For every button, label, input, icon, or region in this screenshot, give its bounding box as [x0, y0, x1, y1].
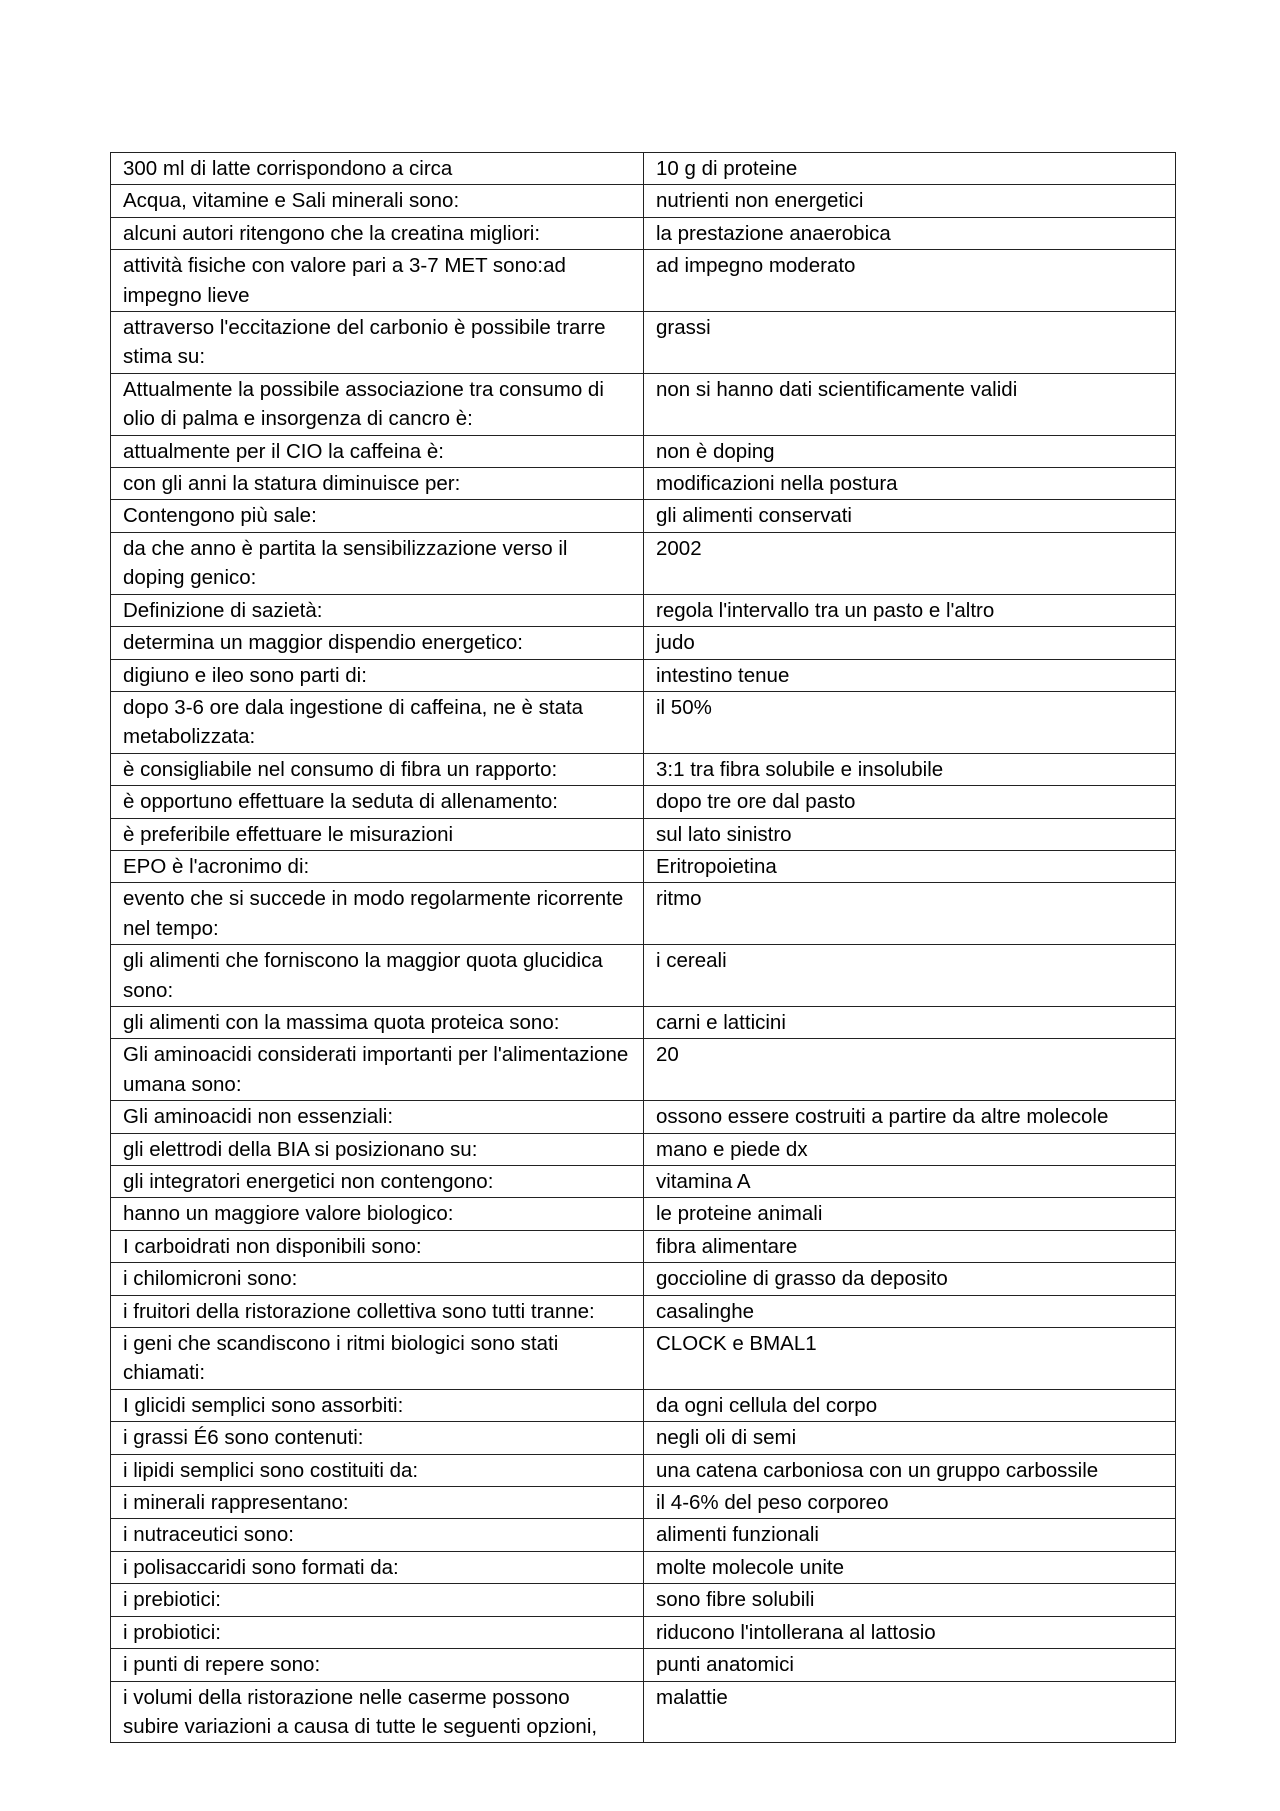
table-row — [111, 1198, 1176, 1230]
question-cell: i minerali rappresentano: — [111, 1487, 644, 1519]
question-cell: determina un maggior dispendio energetico: — [111, 627, 644, 659]
table-row — [111, 1328, 1176, 1390]
table-row — [111, 1389, 1176, 1421]
question-cell: Gli aminoacidi non essenziali: — [111, 1101, 644, 1133]
question-cell: i lipidi semplici sono costituiti da: — [111, 1454, 644, 1486]
answer-cell: regola l'intervallo tra un pasto e l'altro — [644, 594, 1176, 626]
question-cell: è opportuno effettuare la seduta di allenamento: — [111, 786, 644, 818]
question-cell: Definizione di sazietà: — [111, 594, 644, 626]
table-row — [111, 1166, 1176, 1198]
question-cell: hanno un maggiore valore biologico: — [111, 1198, 644, 1230]
question-cell: attualmente per il CIO la caffeina è: — [111, 435, 644, 467]
question-cell: gli alimenti che forniscono la maggior quota glucidica sono: — [111, 945, 644, 1007]
question-cell: attraverso l'eccitazione del carbonio è possibile trarre stima su: — [111, 312, 644, 374]
question-cell: dopo 3-6 ore dala ingestione di caffeina, ne è stata metabolizzata: — [111, 691, 644, 753]
table-row — [111, 786, 1176, 818]
answer-cell: sul lato sinistro — [644, 818, 1176, 850]
answer-cell: mano e piede dx — [644, 1133, 1176, 1165]
answer-cell: casalinghe — [644, 1295, 1176, 1327]
answer-cell: grassi — [644, 312, 1176, 374]
table-row — [111, 435, 1176, 467]
table-row — [111, 1454, 1176, 1486]
table-row — [111, 627, 1176, 659]
table-row — [111, 1101, 1176, 1133]
question-cell: Gli aminoacidi considerati importanti per l'alimentazione umana sono: — [111, 1039, 644, 1101]
qa-table — [110, 152, 1176, 1743]
table-row — [111, 945, 1176, 1007]
question-cell: I carboidrati non disponibili sono: — [111, 1230, 644, 1262]
answer-cell: alimenti funzionali — [644, 1519, 1176, 1551]
answer-cell: judo — [644, 627, 1176, 659]
table-row — [111, 1006, 1176, 1038]
question-cell: Contengono più sale: — [111, 500, 644, 532]
question-cell: gli elettrodi della BIA si posizionano su: — [111, 1133, 644, 1165]
table-row — [111, 1584, 1176, 1616]
table-row — [111, 1616, 1176, 1648]
question-cell: Acqua, vitamine e Sali minerali sono: — [111, 185, 644, 217]
answer-cell: nutrienti non energetici — [644, 185, 1176, 217]
table-row — [111, 850, 1176, 882]
answer-cell: carni e latticini — [644, 1006, 1176, 1038]
table-row — [111, 217, 1176, 249]
question-cell: i prebiotici: — [111, 1584, 644, 1616]
table-row — [111, 1519, 1176, 1551]
table-row — [111, 1263, 1176, 1295]
table-row — [111, 1039, 1176, 1101]
answer-cell: malattie — [644, 1681, 1176, 1743]
question-cell: i volumi della ristorazione nelle caserme possono subire variazioni a causa di tutte le seguenti opzioni, — [111, 1681, 644, 1743]
table-row — [111, 373, 1176, 435]
question-cell: gli integratori energetici non contengono: — [111, 1166, 644, 1198]
answer-cell: da ogni cellula del corpo — [644, 1389, 1176, 1421]
answer-cell: non è doping — [644, 435, 1176, 467]
table-row — [111, 753, 1176, 785]
table-row — [111, 594, 1176, 626]
question-cell: i chilomicroni sono: — [111, 1263, 644, 1295]
answer-cell: sono fibre solubili — [644, 1584, 1176, 1616]
table-row — [111, 883, 1176, 945]
question-cell: EPO è l'acronimo di: — [111, 850, 644, 882]
answer-cell: ad impegno moderato — [644, 250, 1176, 312]
table-row — [111, 250, 1176, 312]
answer-cell: 2002 — [644, 532, 1176, 594]
question-cell: 300 ml di latte corrispondono a circa — [111, 153, 644, 185]
table-row — [111, 1422, 1176, 1454]
table-row — [111, 185, 1176, 217]
question-cell: Attualmente la possibile associazione tra consumo di olio di palma e insorgenza di cancro è: — [111, 373, 644, 435]
answer-cell: ossono essere costruiti a partire da altre molecole — [644, 1101, 1176, 1133]
question-cell: i polisaccaridi sono formati da: — [111, 1551, 644, 1583]
table-row — [111, 532, 1176, 594]
answer-cell: dopo tre ore dal pasto — [644, 786, 1176, 818]
table-row — [111, 1295, 1176, 1327]
answer-cell: 20 — [644, 1039, 1176, 1101]
question-cell: i nutraceutici sono: — [111, 1519, 644, 1551]
question-cell: alcuni autori ritengono che la creatina migliori: — [111, 217, 644, 249]
table-row — [111, 818, 1176, 850]
answer-cell: CLOCK e BMAL1 — [644, 1328, 1176, 1390]
qa-table-body — [111, 153, 1176, 1743]
question-cell: è preferibile effettuare le misurazioni — [111, 818, 644, 850]
answer-cell: riducono l'intollerana al lattosio — [644, 1616, 1176, 1648]
question-cell: i probiotici: — [111, 1616, 644, 1648]
question-cell: evento che si succede in modo regolarmente ricorrente nel tempo: — [111, 883, 644, 945]
table-row — [111, 153, 1176, 185]
table-row — [111, 659, 1176, 691]
question-cell: i geni che scandiscono i ritmi biologici sono stati chiamati: — [111, 1328, 644, 1390]
table-row — [111, 468, 1176, 500]
answer-cell: gli alimenti conservati — [644, 500, 1176, 532]
answer-cell: ritmo — [644, 883, 1176, 945]
document-page — [110, 152, 1175, 1743]
answer-cell: non si hanno dati scientificamente validi — [644, 373, 1176, 435]
question-cell: i grassi É6 sono contenuti: — [111, 1422, 644, 1454]
question-cell: con gli anni la statura diminuisce per: — [111, 468, 644, 500]
question-cell: I glicidi semplici sono assorbiti: — [111, 1389, 644, 1421]
table-row — [111, 1230, 1176, 1262]
question-cell: i fruitori della ristorazione collettiva sono tutti tranne: — [111, 1295, 644, 1327]
answer-cell: molte molecole unite — [644, 1551, 1176, 1583]
answer-cell: punti anatomici — [644, 1649, 1176, 1681]
question-cell: da che anno è partita la sensibilizzazione verso il doping genico: — [111, 532, 644, 594]
answer-cell: fibra alimentare — [644, 1230, 1176, 1262]
answer-cell: 3:1 tra fibra solubile e insolubile — [644, 753, 1176, 785]
answer-cell: le proteine animali — [644, 1198, 1176, 1230]
question-cell: attività fisiche con valore pari a 3-7 MET sono:ad impegno lieve — [111, 250, 644, 312]
answer-cell: una catena carboniosa con un gruppo carbossile — [644, 1454, 1176, 1486]
answer-cell: negli oli di semi — [644, 1422, 1176, 1454]
answer-cell: i cereali — [644, 945, 1176, 1007]
table-row — [111, 1681, 1176, 1743]
answer-cell: 10 g di proteine — [644, 153, 1176, 185]
table-row — [111, 1133, 1176, 1165]
question-cell: gli alimenti con la massima quota proteica sono: — [111, 1006, 644, 1038]
answer-cell: Eritropoietina — [644, 850, 1176, 882]
table-row — [111, 1487, 1176, 1519]
table-row — [111, 500, 1176, 532]
answer-cell: goccioline di grasso da deposito — [644, 1263, 1176, 1295]
answer-cell: il 50% — [644, 691, 1176, 753]
answer-cell: il 4-6% del peso corporeo — [644, 1487, 1176, 1519]
answer-cell: modificazioni nella postura — [644, 468, 1176, 500]
table-row — [111, 1551, 1176, 1583]
question-cell: i punti di repere sono: — [111, 1649, 644, 1681]
table-row — [111, 312, 1176, 374]
answer-cell: intestino tenue — [644, 659, 1176, 691]
question-cell: è consigliabile nel consumo di fibra un rapporto: — [111, 753, 644, 785]
table-row — [111, 691, 1176, 753]
answer-cell: vitamina A — [644, 1166, 1176, 1198]
table-row — [111, 1649, 1176, 1681]
answer-cell: la prestazione anaerobica — [644, 217, 1176, 249]
question-cell: digiuno e ileo sono parti di: — [111, 659, 644, 691]
